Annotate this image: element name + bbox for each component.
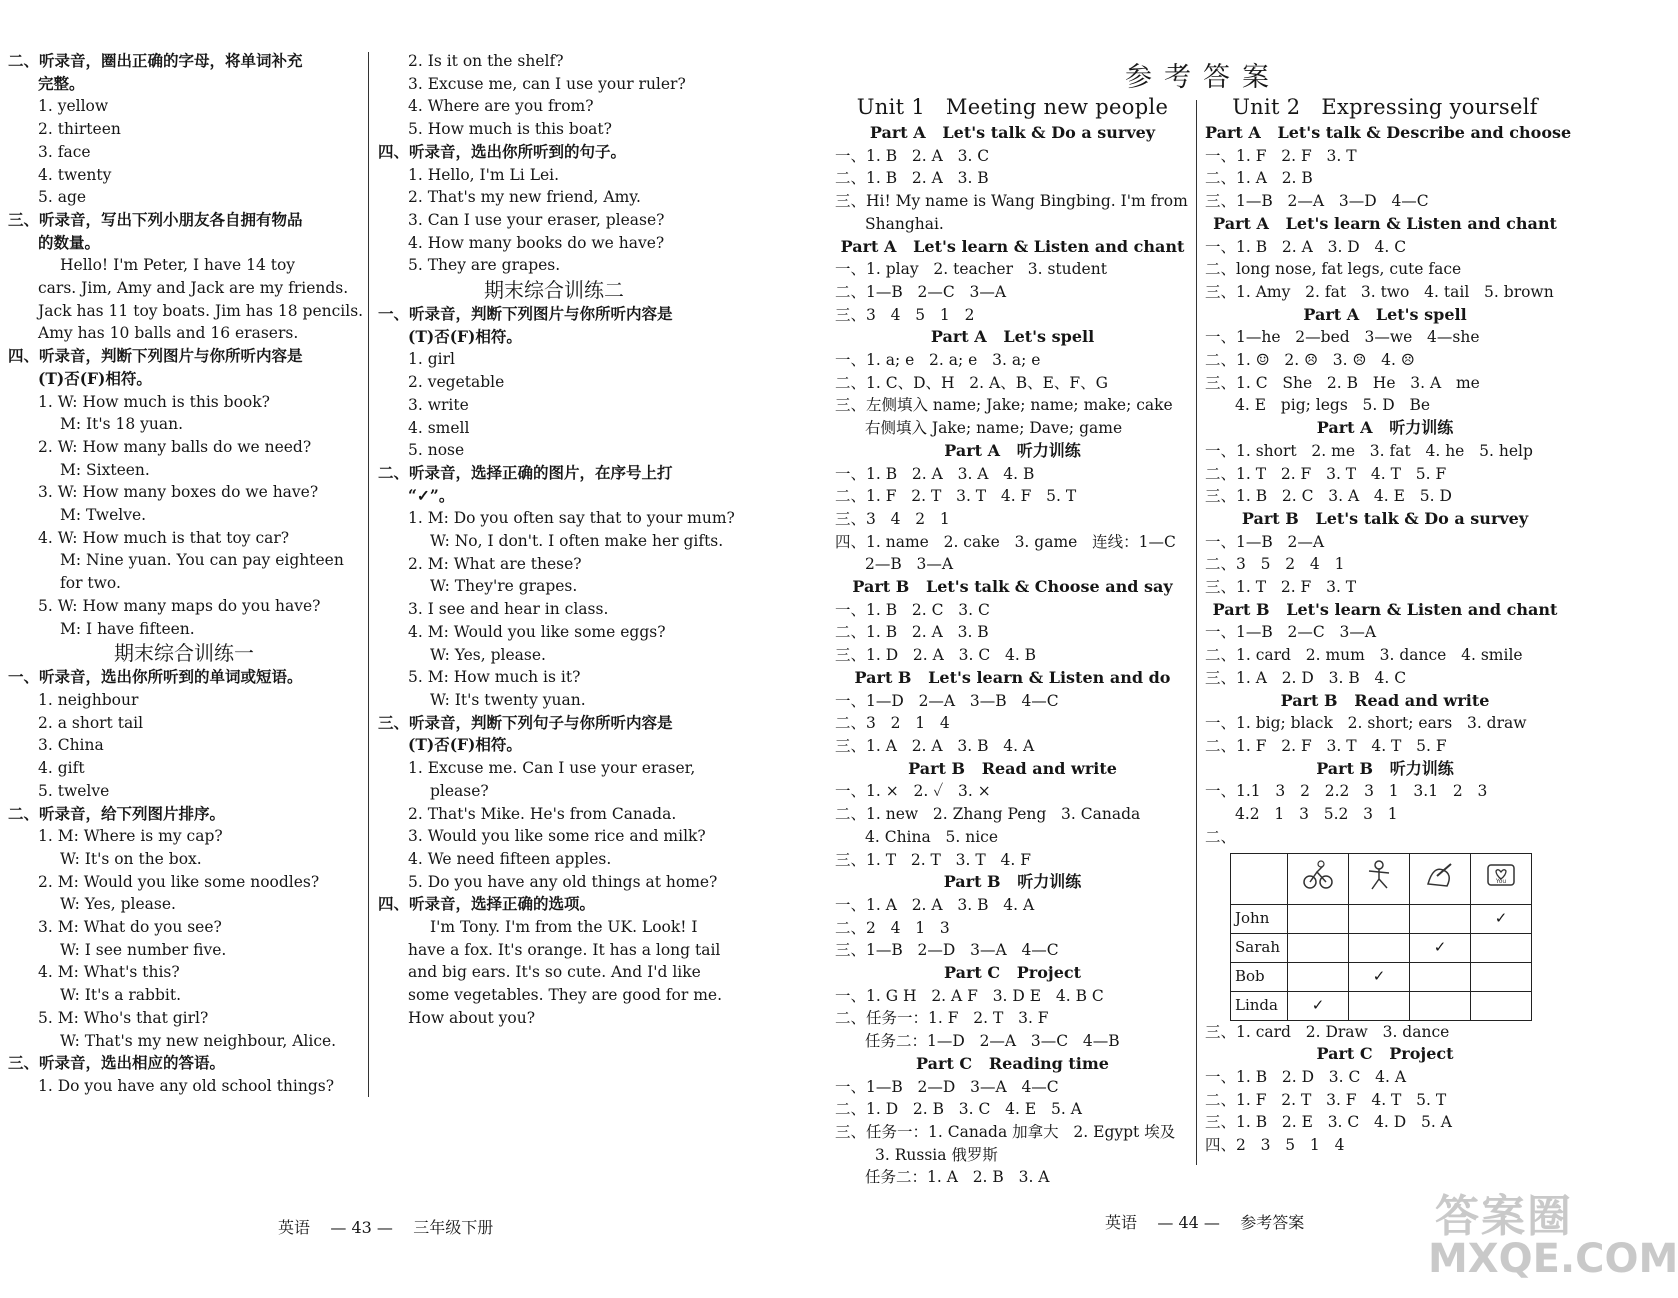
check-mark: ✓: [1372, 967, 1386, 986]
text-line: 一、1—B 2—D 3—A 4—C: [835, 1077, 1059, 1096]
left-column-divider: [368, 52, 369, 1097]
table-cell: [1288, 933, 1349, 962]
table-row: [1231, 991, 1532, 1020]
table-cell: [1471, 962, 1532, 991]
table-corner-cell: [1231, 853, 1288, 904]
text-line: How about you?: [408, 1008, 536, 1027]
text-line: 1. Hello, I'm Li Lei.: [408, 165, 560, 184]
question-heading: 四、听录音，选出你所听到的句子。: [378, 141, 627, 161]
text-line: 3. face: [38, 142, 91, 161]
text-line: 三、3 4 5 1 2: [835, 305, 975, 324]
text-line: 一、1. B 2. A 3. C: [835, 146, 990, 165]
question-heading: 四、听录音，选择正确的选项。: [378, 894, 596, 914]
row-name: John: [1231, 904, 1288, 933]
text-line: 三、任务一：1. Canada 加拿大 2. Egypt 埃及: [835, 1122, 1176, 1141]
part-heading: Part A Let's talk & Describe and choose: [1205, 123, 1572, 142]
text-line: and big ears. It's so cute. And I'd like: [408, 963, 701, 982]
footer-page-number: — 43 —: [330, 1218, 393, 1237]
text-line: W: It's on the box.: [60, 849, 202, 868]
text-line: 5. They are grapes.: [408, 256, 561, 275]
text-line: 二、1. B 2. A 3. B: [835, 623, 989, 642]
text-line: please?: [430, 781, 489, 800]
svg-text:You: You: [1495, 878, 1507, 886]
text-line: 一、1—D 2—A 3—B 4—C: [835, 691, 1059, 710]
text-line: have a fox. It's orange. It has a long tail: [408, 940, 721, 959]
text-line: 1. M: Do you often say that to your mum?: [408, 509, 735, 528]
text-line: 4. How many books do we have?: [408, 233, 665, 252]
text-line: 3. China: [38, 736, 104, 755]
question-heading: “✓”。: [408, 485, 455, 505]
left-page: [0, 0, 790, 1298]
text-line: 1. yellow: [38, 97, 109, 116]
card-picture: [1471, 853, 1532, 904]
text-line: M: It's 18 yuan.: [60, 415, 184, 434]
question-heading: 三、听录音，选出相应的答语。: [8, 1053, 226, 1073]
text-line: 三、1. T 2. F 3. T: [1205, 578, 1357, 597]
text-line: 1. Excuse me. Can I use your eraser,: [408, 759, 696, 778]
table-row: [1231, 904, 1532, 933]
text-line: 5. age: [38, 188, 87, 207]
part-heading: Part B Let's learn & Listen and chant: [1212, 599, 1558, 619]
draw-picture: [1410, 853, 1471, 904]
text-line: 3. Russia 俄罗斯: [875, 1145, 998, 1164]
part-heading: Part C Project: [1316, 1044, 1454, 1064]
part-heading: Part A Let's learn & Listen and chant: [840, 236, 1185, 256]
text-line: 3. write: [408, 395, 469, 414]
text-line: 一、1. B 2. C 3. C: [835, 600, 990, 619]
text-line: 1. girl: [408, 350, 455, 369]
text-line: 二、1. new 2. Zhang Peng 3. Canada: [835, 805, 1141, 824]
table-cell: [1410, 962, 1471, 991]
text-line: 2. Is it on the shelf?: [408, 52, 564, 70]
question-heading: (T)否(F)相符。: [408, 326, 522, 346]
footer-subject: 英语: [1105, 1213, 1138, 1232]
text-line: 二、1. card 2. mum 3. dance 4. smile: [1205, 646, 1523, 665]
text-line: 一、1—he 2—bed 3—we 4—she: [1205, 328, 1480, 347]
text-line: 四、2 3 5 1 4: [1205, 1136, 1345, 1155]
text-line: M: Nine yuan. You can pay eighteen: [60, 551, 344, 570]
text-line: 3. M: What do you see?: [38, 918, 222, 937]
text-line: 一、1—B 2—A: [1205, 532, 1325, 551]
part-heading: Part B Read and write: [908, 758, 1117, 778]
left-column-2: [378, 50, 735, 1030]
text-line: 2. vegetable: [408, 373, 505, 392]
unit-heading: Unit 2 Expressing yourself: [1232, 95, 1538, 119]
text-line: 5. W: How many maps do you have?: [38, 596, 321, 615]
question-heading: 的数量。: [38, 232, 101, 252]
text-line: 1. M: Where is my cap?: [38, 827, 223, 846]
right-footer: [1105, 1210, 1304, 1233]
text-line: 一、1. F 2. F 3. T: [1205, 146, 1357, 165]
text-line: 一、1. play 2. teacher 3. student: [835, 260, 1107, 279]
question-heading: 二、听录音，给下列图片排序。: [8, 803, 226, 823]
text-line: 4. E pig; legs 5. D Be: [1235, 396, 1431, 415]
table-cell: [1288, 904, 1349, 933]
text-line: 2—B 3—A: [865, 555, 954, 574]
text-line: 任务二：1. A 2. B 3. A: [865, 1168, 1050, 1187]
part-heading: Part B Let's talk & Choose and say: [852, 577, 1173, 597]
text-line: 1. W: How much is this book?: [38, 392, 270, 411]
text-line: 二、1. F 2. T 3. T 4. F 5. T: [835, 487, 1077, 506]
watermark-url: MXQE.COM: [1428, 1236, 1678, 1282]
text-line: 4.2 1 3 5.2 3 1: [1235, 805, 1398, 824]
text-line: W: Yes, please.: [430, 645, 546, 664]
text-line: 一、1—B 2—C 3—A: [1205, 623, 1377, 642]
text-line: 一、1. A 2. A 3. B 4. A: [835, 895, 1035, 914]
text-line: 一、1. B 2. A 3. A 4. B: [835, 464, 1035, 483]
text-line: Hello! I'm Peter, I have 14 toy: [60, 256, 296, 275]
text-line: 一、1.1 3 2 2.2 3 1 3.1 2 3: [1205, 782, 1488, 801]
table-cell: [1410, 904, 1471, 933]
survey-table: [1230, 853, 1532, 1021]
text-line: some vegetables. They are good for me.: [408, 986, 723, 1005]
text-line: 三、3 4 2 1: [835, 509, 950, 528]
text-line: 2. M: What are these?: [408, 554, 582, 573]
question-heading: 三、听录音，判断下列句子与你所听内容是: [378, 712, 673, 732]
part-heading: Part B 听力训练: [943, 872, 1082, 892]
question-heading: 一、听录音，选出你所听到的单词或短语。: [8, 667, 303, 687]
bike-picture: [1288, 853, 1349, 904]
text-line: 三、左侧填入 name; Jake; name; make; cake: [835, 396, 1173, 415]
table-cell: [1349, 991, 1410, 1020]
text-line: 三、1. T 2. T 3. T 4. F: [835, 850, 1031, 869]
part-heading: Part A Let's talk & Do a survey: [869, 123, 1156, 142]
text-line: 3. I see and hear in class.: [408, 600, 609, 619]
text-line: 二、任务一：1. F 2. T 3. F: [835, 1009, 1049, 1028]
text-line: 三、1. card 2. Draw 3. dance: [1205, 1022, 1450, 1041]
text-line: 2. M: Would you like some noodles?: [38, 872, 320, 891]
text-line: Jack has 11 toy boats. Jim has 18 pencils.: [38, 301, 364, 320]
text-line: 2. thirteen: [38, 120, 121, 139]
text-line: 3. Would you like some rice and milk?: [408, 827, 706, 846]
text-line: 一、1. × 2. ✓ 3. ×: [835, 782, 991, 801]
text-line: 三、1. C She 2. B He 3. A me: [1205, 373, 1480, 392]
right-column-1: [835, 92, 1190, 1189]
text-line: 5. Do you have any old things at home?: [408, 872, 718, 891]
section-title: 期末综合训练二: [484, 278, 624, 303]
text-line: 三、1. B 2. C 3. A 4. E 5. D: [1205, 487, 1452, 506]
text-line: W: That's my new neighbour, Alice.: [60, 1031, 337, 1050]
table-cell: [1288, 962, 1349, 991]
right-column-divider: [1196, 100, 1197, 1165]
footer-label: 参考答案: [1240, 1213, 1305, 1232]
text-line: Shanghai.: [865, 214, 944, 233]
text-line: W: They're grapes.: [430, 577, 578, 596]
row-name: Sarah: [1231, 933, 1288, 962]
text-line: 二、2 4 1 3: [835, 918, 950, 937]
section-title: 期末综合训练一: [114, 641, 254, 666]
part-heading: Part A 听力训练: [944, 440, 1081, 460]
text-line: 4. smell: [408, 418, 470, 437]
text-line: I'm Tony. I'm from the UK. Look! I: [430, 918, 698, 937]
table-cell: [1410, 933, 1471, 962]
table-cell: [1471, 933, 1532, 962]
text-line: 二、long nose, fat legs, cute face: [1205, 260, 1462, 279]
text-line: 5. M: How much is it?: [408, 668, 581, 687]
part-heading: Part C Reading time: [916, 1053, 1109, 1073]
text-line: 三、Hi! My name is Wang Bingbing. I'm from: [835, 192, 1188, 211]
text-line: 二、: [1205, 827, 1237, 846]
text-line: 四、1. name 2. cake 3. game 连线：1—C: [835, 532, 1176, 551]
left-column-1: [8, 50, 364, 1098]
table-row: [1231, 962, 1532, 991]
text-line: 4. M: What's this?: [38, 963, 180, 982]
text-line: 二、1. F 2. T 3. F 4. T 5. T: [1205, 1090, 1447, 1109]
dance-picture: [1349, 853, 1410, 904]
answer-key-title: 参考答案: [1125, 62, 1281, 93]
text-line: 二、1. T 2. F 3. T 4. T 5. F: [1205, 464, 1447, 483]
text-line: 一、1. B 2. D 3. C 4. A: [1205, 1067, 1407, 1086]
text-line: 2. That's my new friend, Amy.: [408, 188, 641, 207]
table-cell: [1471, 904, 1532, 933]
text-line: 4. gift: [38, 759, 85, 778]
text-line: 任务二：1—D 2—A 3—C 4—B: [865, 1032, 1120, 1051]
text-line: 5. M: Who's that girl?: [38, 1008, 209, 1027]
text-line: 2. W: How many balls do we need?: [38, 437, 312, 456]
text-line: for two.: [60, 574, 121, 593]
part-heading: Part B Let's talk & Do a survey: [1241, 508, 1529, 528]
text-line: 1. Do you have any old school things?: [38, 1076, 335, 1095]
text-line: M: I have fifteen.: [60, 619, 195, 638]
text-line: 二、3 2 1 4: [835, 714, 950, 733]
text-line: 二、1. ☺ 2. ☹ 3. ☹ 4. ☹: [1205, 351, 1415, 370]
text-line: 三、1. B 2. E 3. C 4. D 5. A: [1205, 1113, 1452, 1132]
right-page: [810, 0, 1600, 1298]
table-cell: [1349, 933, 1410, 962]
text-line: 三、1. D 2. A 3. C 4. B: [835, 646, 1037, 665]
check-mark: ✓: [1311, 996, 1325, 1015]
part-heading: Part B Let's learn & Listen and do: [854, 667, 1171, 687]
text-line: M: Sixteen.: [60, 460, 150, 479]
text-line: 三、1. Amy 2. fat 3. two 4. tail 5. brown: [1205, 282, 1554, 301]
text-line: 二、1. F 2. F 3. T 4. T 5. F: [1205, 736, 1447, 755]
row-name: Linda: [1231, 991, 1288, 1020]
text-line: 三、1. A 2. A 3. B 4. A: [835, 736, 1035, 755]
watermark-logo: 答案圈: [1435, 1191, 1573, 1242]
part-heading: Part B 听力训练: [1316, 758, 1454, 778]
row-name: Bob: [1231, 962, 1288, 991]
text-line: 右侧填入 Jake; name; Dave; game: [865, 419, 1123, 438]
table-cell: [1471, 991, 1532, 1020]
question-heading: 二、听录音，圈出正确的字母，将单词补充: [8, 51, 303, 70]
part-heading: Part A 听力训练: [1316, 418, 1454, 438]
question-heading: 二、听录音，选择正确的图片，在序号上打: [378, 462, 673, 482]
table-row: [1231, 933, 1532, 962]
table-header-row: [1231, 853, 1532, 904]
text-line: 二、1. D 2. B 3. C 4. E 5. A: [835, 1100, 1082, 1119]
text-line: 3. W: How many boxes do we have?: [38, 483, 319, 502]
part-heading: Part C Project: [943, 963, 1082, 983]
table-cell: [1410, 991, 1471, 1020]
text-line: 2. a short tail: [38, 713, 144, 732]
table-cell: [1349, 904, 1410, 933]
text-line: 5. How much is this boat?: [408, 120, 612, 139]
footer-subject: 英语: [278, 1218, 311, 1237]
text-line: 一、1. short 2. me 3. fat 4. he 5. help: [1205, 441, 1533, 460]
text-line: M: Twelve.: [60, 506, 147, 525]
right-column-2: [1205, 92, 1572, 1157]
text-line: 二、1. C、D、H 2. A、B、E、F、G: [835, 373, 1109, 392]
text-line: 二、3 5 2 4 1: [1205, 555, 1345, 574]
text-line: W: It's twenty yuan.: [430, 690, 586, 709]
unit-heading: Unit 1 Meeting new people: [856, 95, 1169, 119]
text-line: 一、1. B 2. A 3. D 4. C: [1205, 237, 1407, 256]
part-heading: Part A Let's spell: [1303, 304, 1467, 324]
text-line: 4. Where are you from?: [408, 97, 594, 116]
text-line: W: Yes, please.: [60, 895, 176, 914]
question-heading: 一、听录音，判断下列图片与你所听内容是: [378, 304, 673, 324]
check-mark: ✓: [1433, 938, 1447, 957]
text-line: W: No, I don't. I often make her gifts.: [430, 532, 724, 551]
text-line: 3. Can I use your eraser, please?: [408, 210, 665, 229]
part-heading: Part A Let's learn & Listen and chant: [1213, 213, 1557, 233]
text-line: 二、1. B 2. A 3. B: [835, 169, 989, 188]
question-heading: 四、听录音，判断下列图片与你所听内容是: [8, 346, 303, 366]
text-line: 4. W: How much is that toy car?: [38, 528, 290, 547]
question-heading: (T)否(F)相符。: [38, 368, 152, 388]
footer-page-number: — 44 —: [1157, 1213, 1220, 1232]
text-line: 3. Excuse me, can I use your ruler?: [408, 74, 686, 93]
table-cell: [1349, 962, 1410, 991]
text-line: 1. neighbour: [38, 690, 139, 709]
text-line: 一、1. G H 2. A F 3. D E 4. B C: [835, 986, 1104, 1005]
unit2-answers-continued: [1205, 1021, 1565, 1157]
text-line: 二、1. A 2. B: [1205, 169, 1313, 188]
footer-grade: 三年级下册: [413, 1218, 494, 1237]
text-line: 三、1—B 2—D 3—A 4—C: [835, 941, 1059, 960]
text-line: 4. twenty: [38, 165, 112, 184]
text-line: 5. nose: [408, 441, 465, 460]
question-heading: 三、听录音，写出下列小朋友各自拥有物品: [8, 209, 303, 229]
check-mark: ✓: [1494, 909, 1508, 928]
text-line: 三、1—B 2—A 3—D 4—C: [1205, 192, 1429, 211]
text-line: 一、1. a; e 2. a; e 3. a; e: [835, 351, 1041, 370]
text-line: 二、1—B 2—C 3—A: [835, 282, 1007, 301]
text-line: 4. China 5. nice: [865, 827, 999, 846]
left-footer: [278, 1215, 493, 1238]
text-line: W: I see number five.: [60, 940, 227, 959]
text-line: 5. twelve: [38, 781, 110, 800]
text-line: 4. M: Would you like some eggs?: [408, 622, 666, 641]
question-heading: (T)否(F)相符。: [408, 735, 522, 755]
unit2-answers: [1205, 92, 1572, 849]
part-heading: Part A Let's spell: [930, 327, 1095, 347]
text-line: 三、1. A 2. D 3. B 4. C: [1205, 668, 1407, 687]
text-line: W: It's a rabbit.: [60, 986, 182, 1005]
text-line: 一、1. big; black 2. short; ears 3. draw: [1205, 714, 1527, 733]
table-cell: [1288, 991, 1349, 1020]
question-heading: 完整。: [38, 73, 85, 93]
text-line: Amy has 10 balls and 16 erasers.: [38, 324, 299, 343]
text-line: 4. We need fifteen apples.: [408, 849, 612, 868]
text-line: cars. Jim, Amy and Jack are my friends.: [38, 279, 349, 298]
text-line: 2. That's Mike. He's from Canada.: [408, 804, 677, 823]
part-heading: Part B Read and write: [1280, 690, 1490, 710]
